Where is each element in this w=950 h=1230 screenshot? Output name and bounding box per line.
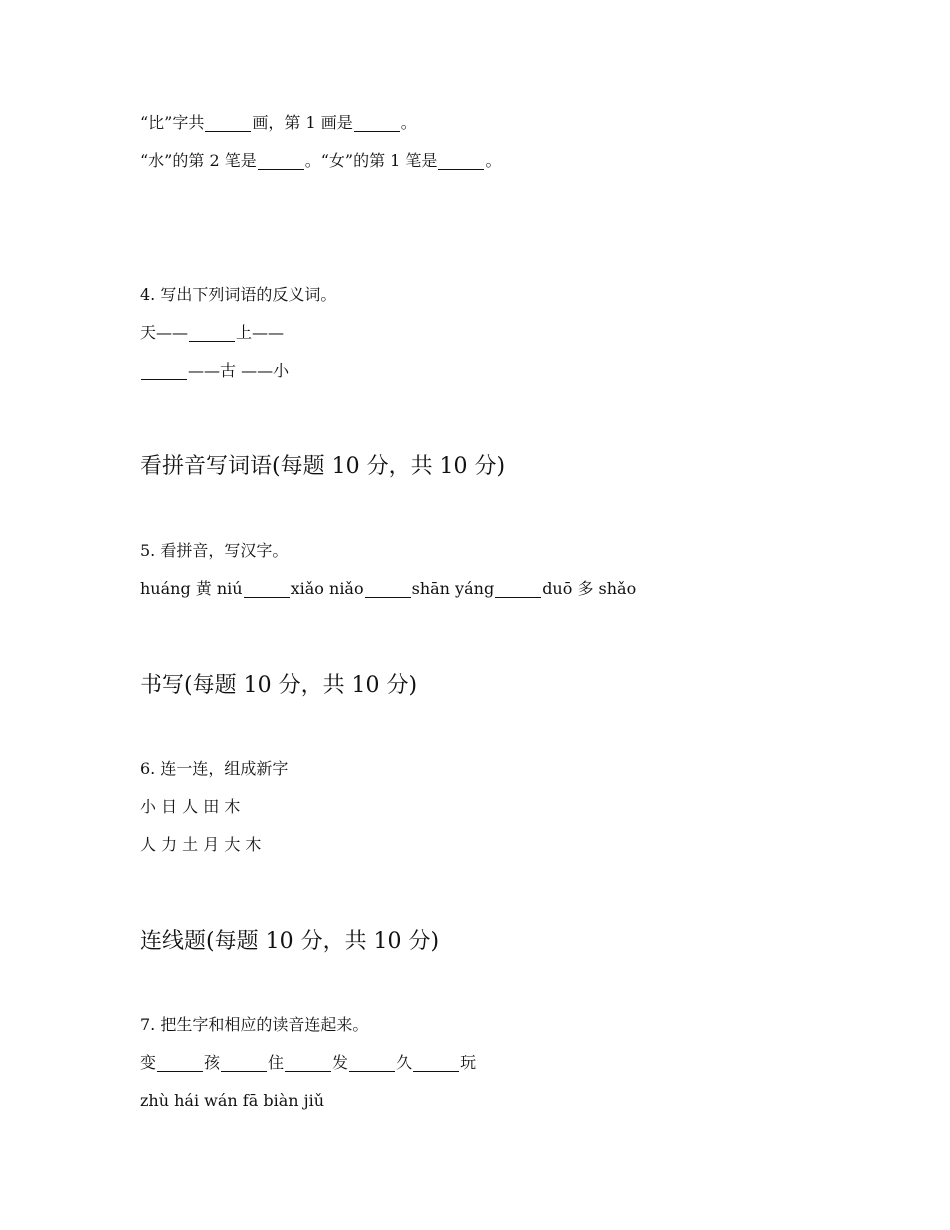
section-heading-pinyin: 看拼音写词语(每题 10 分，共 10 分) xyxy=(140,454,506,479)
question-4-title: 4. 写出下列词语的反义词。 xyxy=(140,285,337,304)
answer-blank[interactable] xyxy=(221,1055,267,1072)
answer-blank[interactable] xyxy=(438,153,484,170)
answer-blank[interactable] xyxy=(258,153,304,170)
text: 天—— xyxy=(140,323,189,342)
text: 上—— xyxy=(236,323,285,342)
answer-blank[interactable] xyxy=(285,1055,331,1072)
answer-blank[interactable] xyxy=(354,115,400,132)
antonym-row-2 xyxy=(140,360,289,382)
character: 孩 xyxy=(204,1053,221,1072)
answer-blank[interactable] xyxy=(189,325,235,342)
matching-character-row xyxy=(140,1052,476,1074)
text: 画，第 1 画是 xyxy=(252,113,353,132)
character-row-2: 人 力 土 月 大 木 xyxy=(140,835,262,854)
answer-blank[interactable] xyxy=(141,363,187,380)
answer-blank[interactable] xyxy=(244,581,290,598)
text: shān yáng xyxy=(411,579,495,598)
stroke-question-line-1 xyxy=(140,112,417,134)
answer-blank[interactable] xyxy=(413,1055,459,1072)
text: 。 xyxy=(485,151,502,170)
section-heading-matching: 连线题(每题 10 分，共 10 分) xyxy=(140,929,440,954)
question-6-title: 6. 连一连，组成新字 xyxy=(140,759,289,778)
text: 。“女”的第 1 笔是 xyxy=(304,151,438,170)
stroke-question-line-2 xyxy=(140,150,501,172)
answer-blank[interactable] xyxy=(205,115,251,132)
answer-blank[interactable] xyxy=(349,1055,395,1072)
character: 住 xyxy=(268,1053,285,1072)
text: 。 xyxy=(400,113,417,132)
answer-blank[interactable] xyxy=(157,1055,203,1072)
text: ——古 ——小 xyxy=(188,361,290,380)
pinyin-row xyxy=(140,578,636,600)
text: huáng 黄 niú xyxy=(140,579,243,598)
text: “水”的第 2 笔是 xyxy=(140,151,257,170)
text: “比”字共 xyxy=(140,113,205,132)
character-row-1: 小 日 人 田 木 xyxy=(140,797,241,816)
character: 变 xyxy=(140,1053,157,1072)
question-7-title: 7. 把生字和相应的读音连起来。 xyxy=(140,1015,369,1034)
antonym-row-1 xyxy=(140,322,284,344)
text: xiǎo niǎo xyxy=(290,579,364,598)
text: duō 多 shǎo xyxy=(542,579,637,598)
character: 发 xyxy=(332,1053,349,1072)
character: 玩 xyxy=(460,1053,477,1072)
section-heading-writing: 书写(每题 10 分，共 10 分) xyxy=(140,673,418,698)
answer-blank[interactable] xyxy=(365,581,411,598)
character: 久 xyxy=(396,1053,413,1072)
question-5-title: 5. 看拼音，写汉字。 xyxy=(140,541,289,560)
answer-blank[interactable] xyxy=(495,581,541,598)
matching-pinyin-row: zhù hái wán fā biàn jiǔ xyxy=(140,1091,325,1110)
